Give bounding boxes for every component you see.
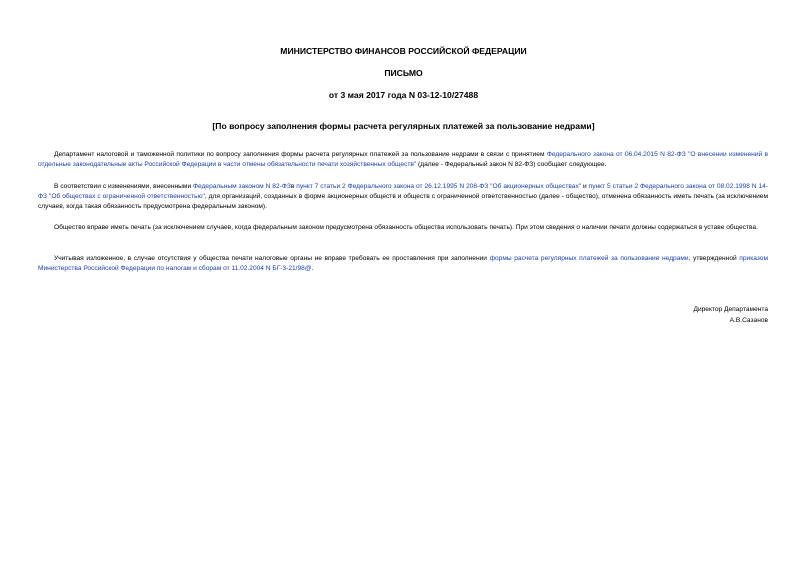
paragraph-1: [38, 150, 768, 170]
ministry-heading: МИНИСТЕРСТВО ФИНАНСОВ РОССИЙСКОЙ ФЕДЕРАЦИИ: [280, 46, 527, 56]
paragraph-text: в: [290, 183, 297, 190]
paragraph-2: [38, 182, 768, 212]
paragraph-text: Общество вправе иметь печать (за исключением случаев, когда федеральным законом предусмотрена обязанность общества использовать печать). При этом сведения о наличии печати должны содержаться в уставе общества.: [54, 224, 758, 231]
paragraph-text: , утвержденной: [688, 255, 740, 262]
paragraph-text: Департамент налоговой и таможенной политики по вопросу заполнения формы расчета регулярных платежей за пользование недрами в связи с принятием: [54, 151, 547, 158]
signature-name: А.В.Сазанов: [729, 317, 768, 324]
paragraph-text: и: [581, 183, 589, 190]
paragraph-4: [38, 254, 768, 274]
paragraph-3: [38, 223, 768, 233]
law-208fz-link[interactable]: пункт 7 статьи 2 Федерального закона от 26.12.1995 N 208-ФЗ "Об акционерных обществах": [296, 183, 582, 190]
document-subject: [По вопросу заполнения формы расчета регулярных платежей за пользование недрами]: [212, 121, 595, 131]
signature-position: Директор Департамента: [693, 306, 768, 313]
paragraph-text: .: [311, 265, 314, 272]
payment-form-link[interactable]: формы расчета регулярных платежей за пользование недрами: [489, 255, 689, 262]
paragraph-text: В соответствии с изменениями, внесенными: [54, 183, 194, 190]
law-82fz-short-link[interactable]: Федеральным законом N 82-ФЗ: [193, 183, 291, 190]
mns-order-link[interactable]: приказом Министерства Российской Федерации по налогам и сборам от 11.02.2004 N БГ-3-21/98@: [38, 255, 768, 272]
document-date-number: от 3 мая 2017 года N 03-12-10/27488: [328, 90, 479, 100]
paragraph-text: (далее - Федеральный закон N 82-ФЗ) сообщает следующее.: [416, 161, 607, 168]
law-82fz-link[interactable]: Федерального закона от 06.04.2015 N 82-ФЗ "О внесении изменений в отдельные законодательные акты Российской Федерации в части отмены обязательности печати хозяйственных обществ": [38, 151, 769, 168]
law-14fz-link[interactable]: пункт 5 статьи 2 Федерального закона от 08.02.1998 N 14-ФЗ "Об обществах с ограниченной ответственностью": [38, 183, 768, 200]
paragraph-text: Учитывая изложенное, в случае отсутствия у общества печати налоговые органы не вправе требовать ее проставления при заполнении: [54, 255, 490, 262]
paragraph-text: , для организаций, созданных в форме акционерных обществ и обществ с ограниченной ответственностью (далее - общество), отменена обязанность иметь печать (за исключением случаев, когда такая обязанность предусмотрена федеральным законом).: [38, 193, 768, 210]
document-type: ПИСЬМО: [384, 68, 423, 78]
